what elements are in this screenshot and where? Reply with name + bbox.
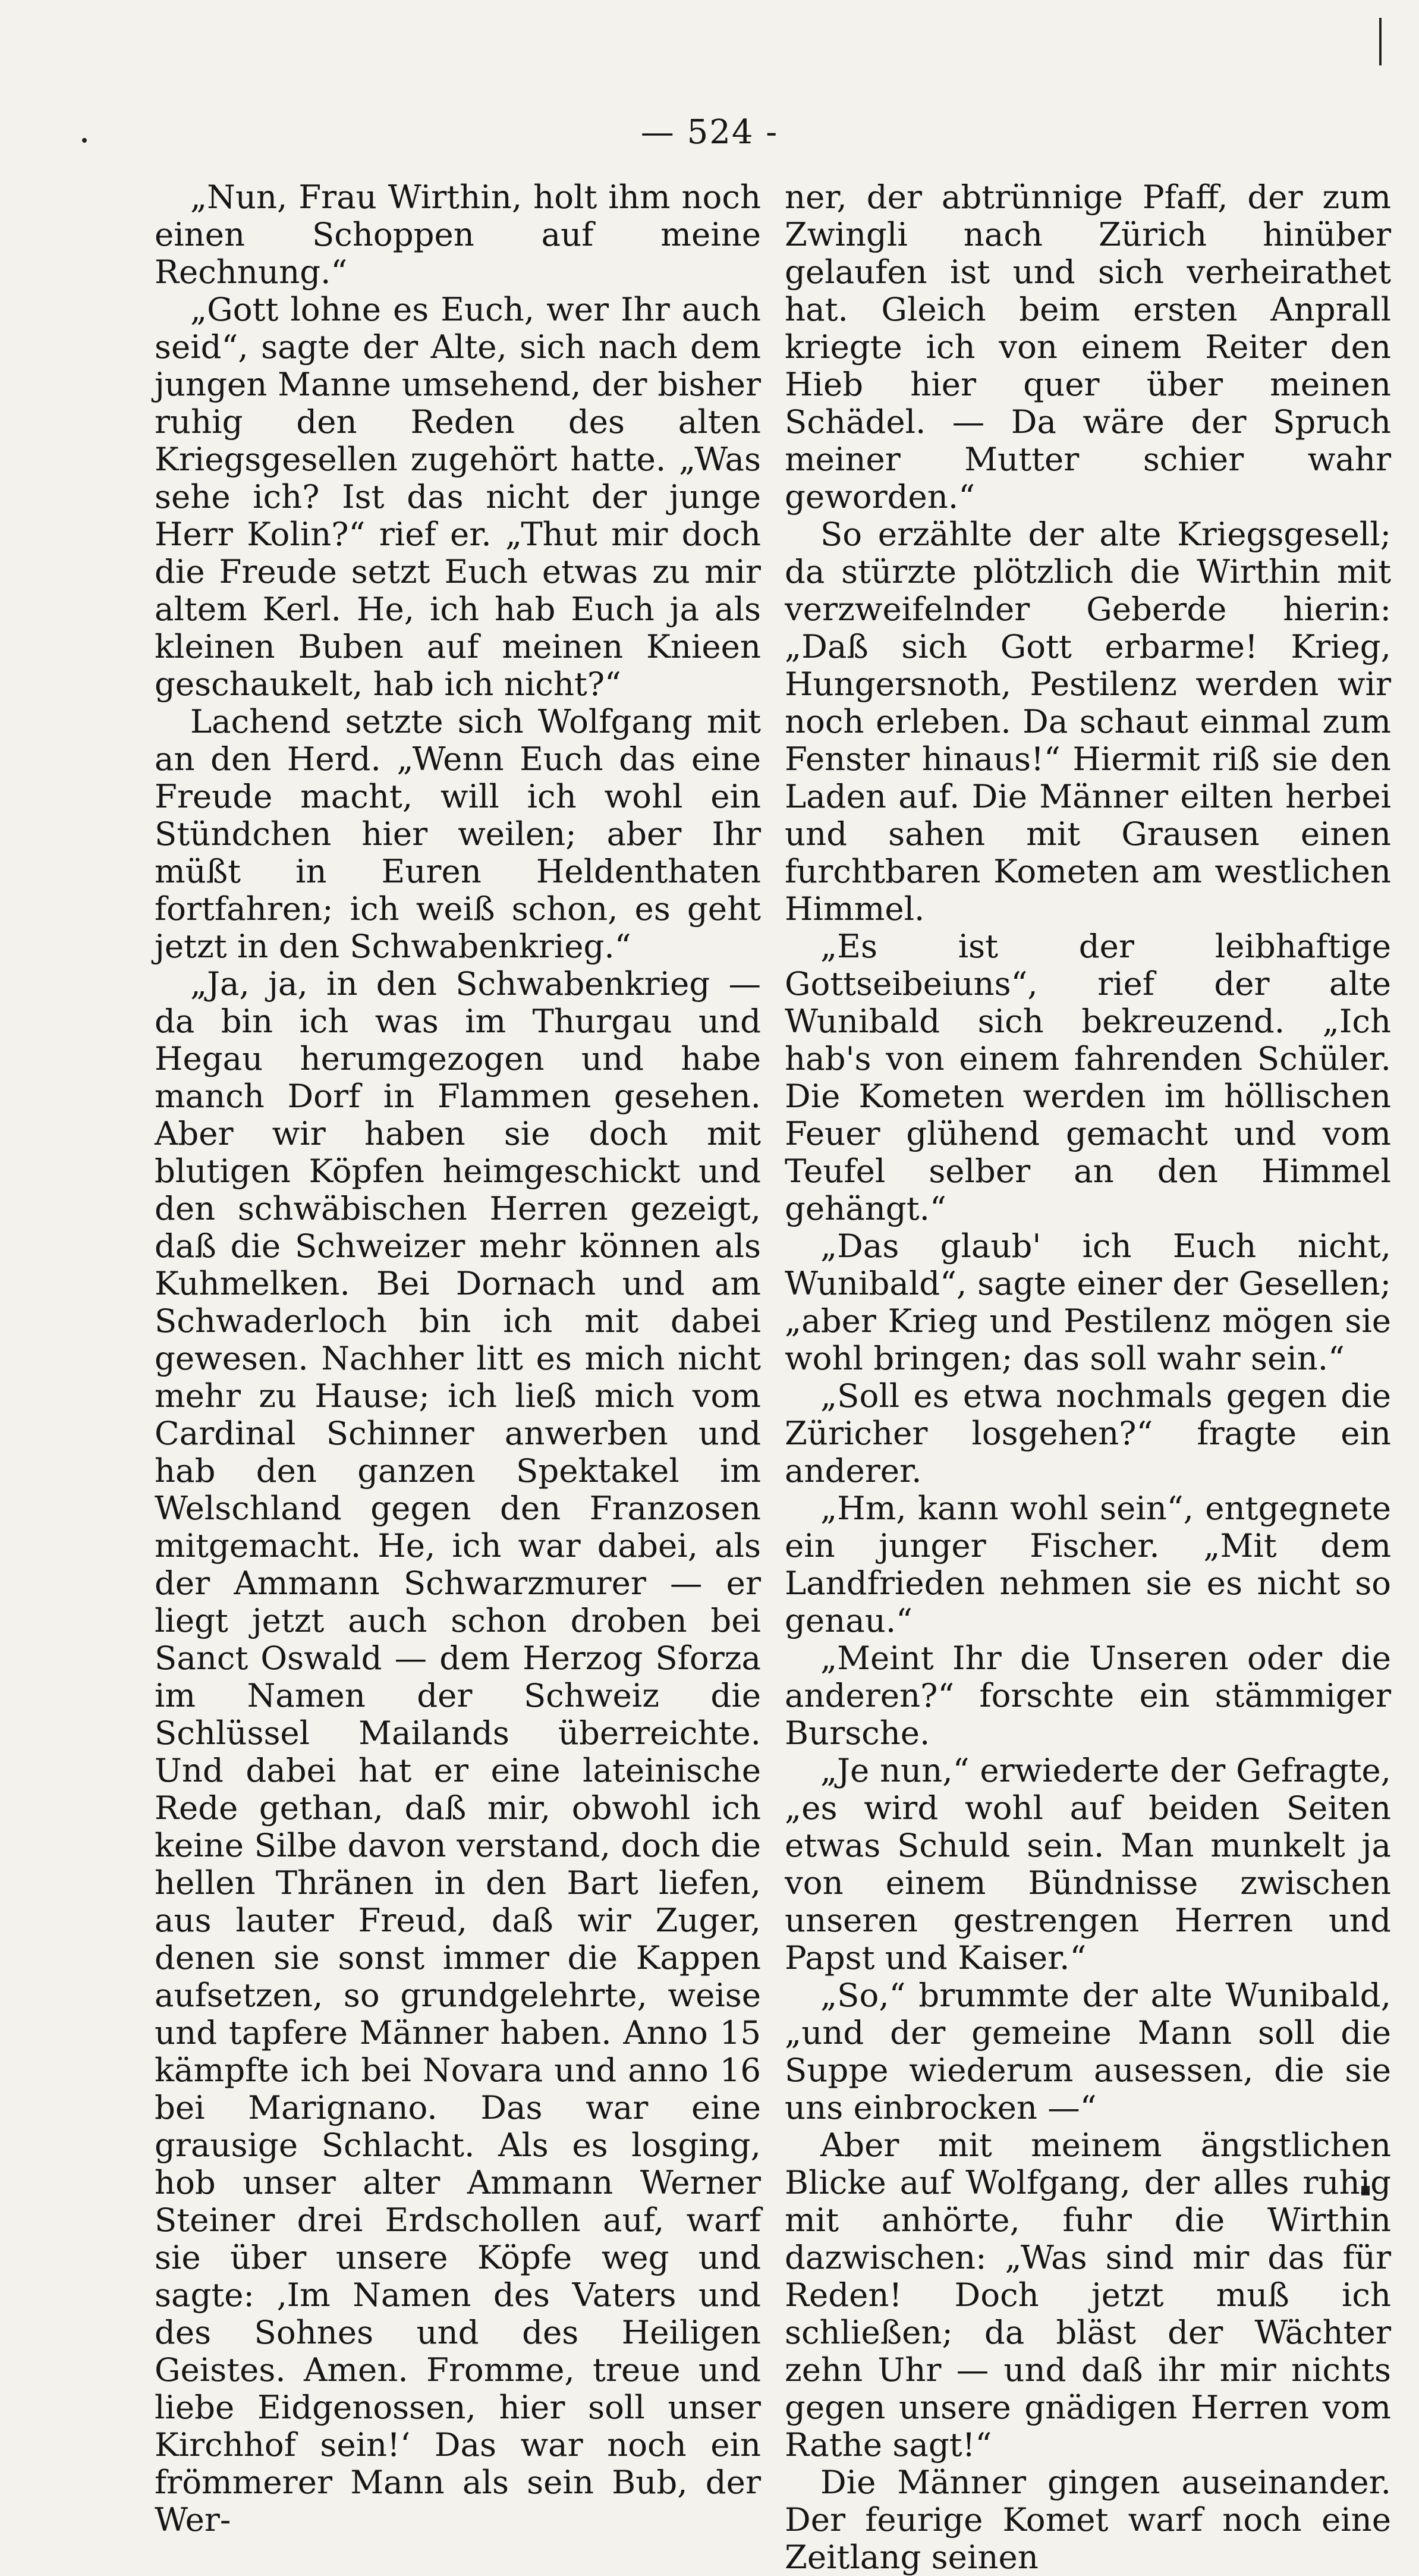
left-column [155, 178, 761, 2539]
paragraph: „Nun, Frau Wirthin, holt ihm noch einen Schoppen auf meine Rechnung.“ [155, 178, 761, 291]
paragraph: „Soll es etwa nochmals gegen die Züricher losgehen?“ fragte ein anderer. [785, 1377, 1391, 1490]
paragraph: „Hm, kann wohl sein“, entgegnete ein junger Fischer. „Mit dem Landfrieden nehmen sie es nicht so genau.“ [785, 1489, 1391, 1639]
paragraph: „Meint Ihr die Unseren oder die anderen?“ forschte ein stämmiger Bursche. [785, 1639, 1391, 1752]
right-column [785, 178, 1391, 2576]
paragraph: „Gott lohne es Euch, wer Ihr auch seid“, sagte der Alte, sich nach dem jungen Manne umsehend, der bisher ruhig den Reden des alten Kriegsgesellen zugehört hatte. „Was sehe ich? Ist das nicht der junge Herr Kolin?“ rief er. „Thut mir doch die Freude setzt Euch etwas zu mir altem Kerl. He, ich hab Euch ja als kleinen Buben auf meinen Knieen geschaukelt, hab ich nicht?“ [155, 290, 761, 703]
paragraph: „Es ist der leibhaftige Gottseibeiuns“, rief der alte Wunibald sich bekreuzend. „Ich hab's von einem fahrenden Schüler. Die Kometen werden im höllischen Feuer glühend gemacht und vom Teufel selber an den Himmel gehängt.“ [785, 927, 1391, 1227]
paragraph: So erzählte der alte Kriegsgesell; da stürzte plötzlich die Wirthin mit verzweifelnder Geberde hierin: „Daß sich Gott erbarme! Krieg, Hungersnoth, Pestilenz werden wir noch erleben. Da schaut einmal zum Fenster hinaus!“ Hiermit riß sie den Laden auf. Die Männer eilten herbei und sahen mit Grausen einen furchtbaren Kometen am westlichen Himmel. [785, 515, 1391, 928]
paragraph: Aber mit meinem ängstlichen Blicke auf Wolfgang, der alles ruhig mit anhörte, fuhr die Wirthin dazwischen: „Was sind mir das für Reden! Doch jetzt muß ich schließen; da bläst der Wächter zehn Uhr — und daß ihr mir nichts gegen unsere gnädigen Herren vom Rathe sagt!“ [785, 2126, 1391, 2464]
paragraph: Die Männer gingen auseinander. Der feurige Komet warf noch eine Zeitlang seinen [785, 2463, 1391, 2576]
paragraph: „Ja, ja, in den Schwabenkrieg — da bin ich was im Thurgau und Hegau herumgezogen und habe manch Dorf in Flammen gesehen. Aber wir haben sie doch mit blutigen Köpfen heimgeschickt und den schwäbischen Herren gezeigt, daß die Schweizer mehr können als Kuhmelken. Bei Dornach und am Schwaderloch bin ich mit dabei gewesen. Nachher litt es mich nicht mehr zu Hause; ich ließ mich vom Cardinal Schinner anwerben und hab den ganzen Spektakel im Welschland gegen den Franzosen mitgemacht. He, ich war dabei, als der Ammann Schwarzmurer — er liegt jetzt auch schon droben bei Sanct Oswald — dem Herzog Sforza im Namen der Schweiz die Schlüssel Mailands überreichte. Und dabei hat er eine lateinische Rede gethan, daß mir, obwohl ich keine Silbe davon verstand, doch die hellen Thränen in den Bart liefen, aus lauter Freud, daß wir Zuger, denen sie sonst immer die Kappen aufsetzen, so grundgelehrte, weise und tapfere Männer haben. Anno 15 kämpfte ich bei Novara und anno 16 bei Marignano. Das war eine grausige Schlacht. Als es losging, hob unser alter Ammann Werner Steiner drei Erdschollen auf, warf sie über unsere Köpfe weg und sagte: ‚Im Namen des Vaters und des Sohnes und des Heiligen Geistes. Amen. Fromme, treue und liebe Eidgenossen, hier soll unser Kirchhof sein!‘ Das war noch ein frömmerer Mann als sein Bub, der Wer- [155, 965, 761, 2539]
paragraph: Lachend setzte sich Wolfgang mit an den Herd. „Wenn Euch das eine Freude macht, will ich wohl ein Stündchen hier weilen; aber Ihr müßt in Euren Heldenthaten fortfahren; ich weiß schon, es geht jetzt in den Schwabenkrieg.“ [155, 702, 761, 965]
paragraph: „Je nun,“ erwiederte der Gefragte, „es wird wohl auf beiden Seiten etwas Schuld sein. Man munkelt ja von einem Bündnisse zwischen unseren gestrengen Herren und Papst und Kaiser.“ [785, 1751, 1391, 1977]
paragraph: „So,“ brummte der alte Wunibald, „und der gemeine Mann soll die Suppe wiederum ausessen, die sie uns einbrocken —“ [785, 1976, 1391, 2126]
paragraph: „Das glaub' ich Euch nicht, Wunibald“, sagte einer der Gesellen; „aber Krieg und Pestilenz mögen sie wohl bringen; das soll wahr sein.“ [785, 1227, 1391, 1377]
page-number: — 524 - [640, 113, 779, 152]
scan-edge-mark [1379, 18, 1382, 65]
paragraph-continued: ner, der abtrünnige Pfaff, der zum Zwingli nach Zürich hinüber gelaufen ist und sich verheirathet hat. Gleich beim ersten Anprall kriegte ich von einem Reiter den Hieb hier quer über meinen Schädel. — Da wäre der Spruch meiner Mutter schier wahr geworden.“ [785, 178, 1391, 516]
